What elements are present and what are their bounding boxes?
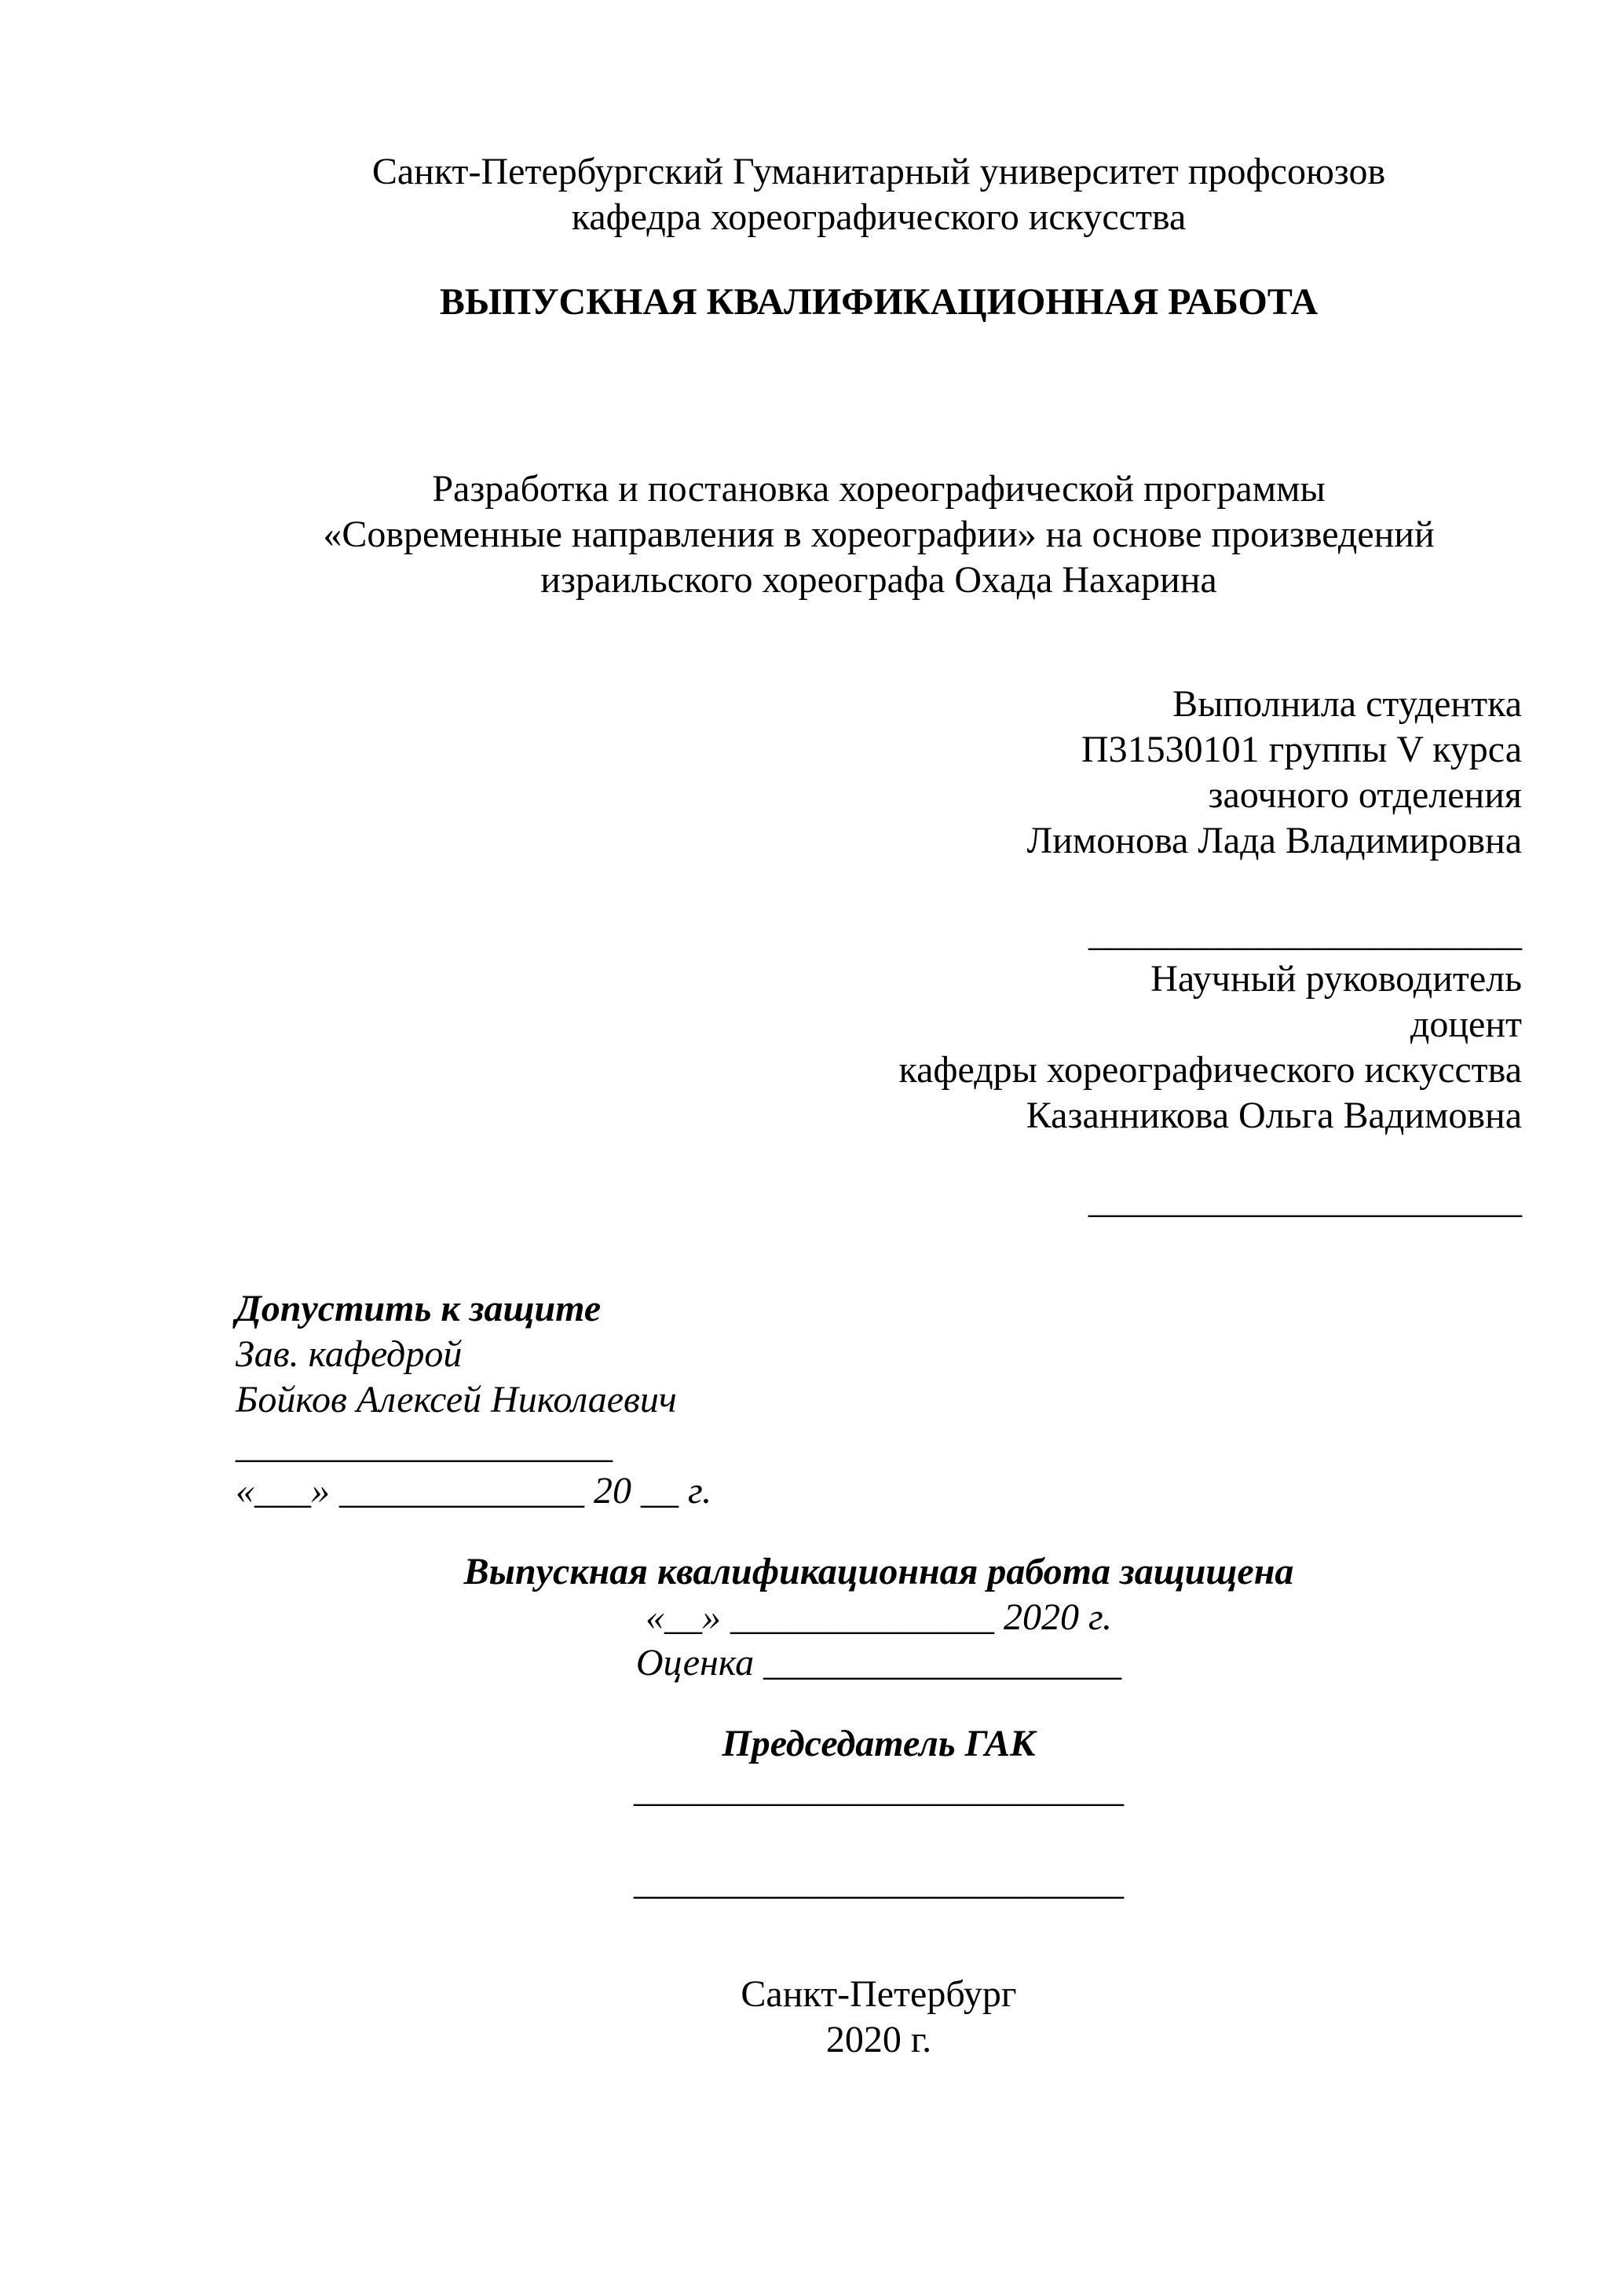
title-page-content [236, 149, 1522, 2063]
defense-title: Выпускная квалификационная работа защищена [463, 1551, 1294, 1592]
chairman-signature-line-2: __________________________ [634, 1861, 1124, 1903]
advisor-rank: доцент [1410, 1004, 1522, 1045]
admission-signature-line: ____________________ [236, 1424, 613, 1466]
advisor-department: кафедры хореографического искусства [898, 1049, 1522, 1091]
admission-title: Допустить к защите [236, 1288, 602, 1329]
admission-date-line: «___» _____________ 20 __ г. [236, 1470, 712, 1512]
advisor-block [236, 956, 1522, 1139]
student-block [236, 682, 1522, 864]
student-department-mode: заочного отделения [1208, 774, 1522, 816]
defense-grade-line: Оценка ___________________ [635, 1642, 1122, 1684]
head-of-department-name: Бойков Алексей Николаевич [236, 1379, 677, 1420]
student-group: П31530101 группы V курса [1081, 729, 1522, 770]
student-name: Лимонова Лада Владимировна [1026, 820, 1522, 861]
chairman-signature-line-1: __________________________ [634, 1768, 1124, 1810]
admission-block [236, 1286, 1522, 1514]
footer-block [236, 1972, 1522, 2063]
topic-line-2: «Современные направления в хореографии» на основе произведений [323, 514, 1435, 555]
defense-date-line: «__» ______________ 2020 г. [645, 1596, 1113, 1638]
student-role: Выполнила студентка [1172, 683, 1522, 725]
thesis-topic [236, 466, 1522, 603]
advisor-signature-line: _______________________ [1088, 1179, 1522, 1221]
chairman-title: Председатель ГАК [722, 1723, 1036, 1764]
student-signature-line: _______________________ [1088, 912, 1522, 954]
head-of-department-label: Зав. кафедрой [236, 1333, 463, 1375]
work-type-title: ВЫПУСКНАЯ КВАЛИФИКАЦИОННАЯ РАБОТА [439, 281, 1319, 323]
advisor-name: Казанникова Ольга Вадимовна [1026, 1095, 1522, 1136]
advisor-role: Научный руководитель [1150, 958, 1522, 1000]
footer-year: 2020 г. [825, 2019, 932, 2060]
topic-line-1: Разработка и постановка хореографической программы [432, 468, 1326, 510]
topic-line-3: израильского хореографа Охада Нахарина [540, 559, 1217, 601]
footer-city: Санкт-Петербург [741, 1973, 1017, 2015]
department-name: кафедра хореографического искусства [571, 196, 1187, 238]
university-name: Санкт-Петербургский Гуманитарный университет профсоюзов [371, 151, 1386, 192]
